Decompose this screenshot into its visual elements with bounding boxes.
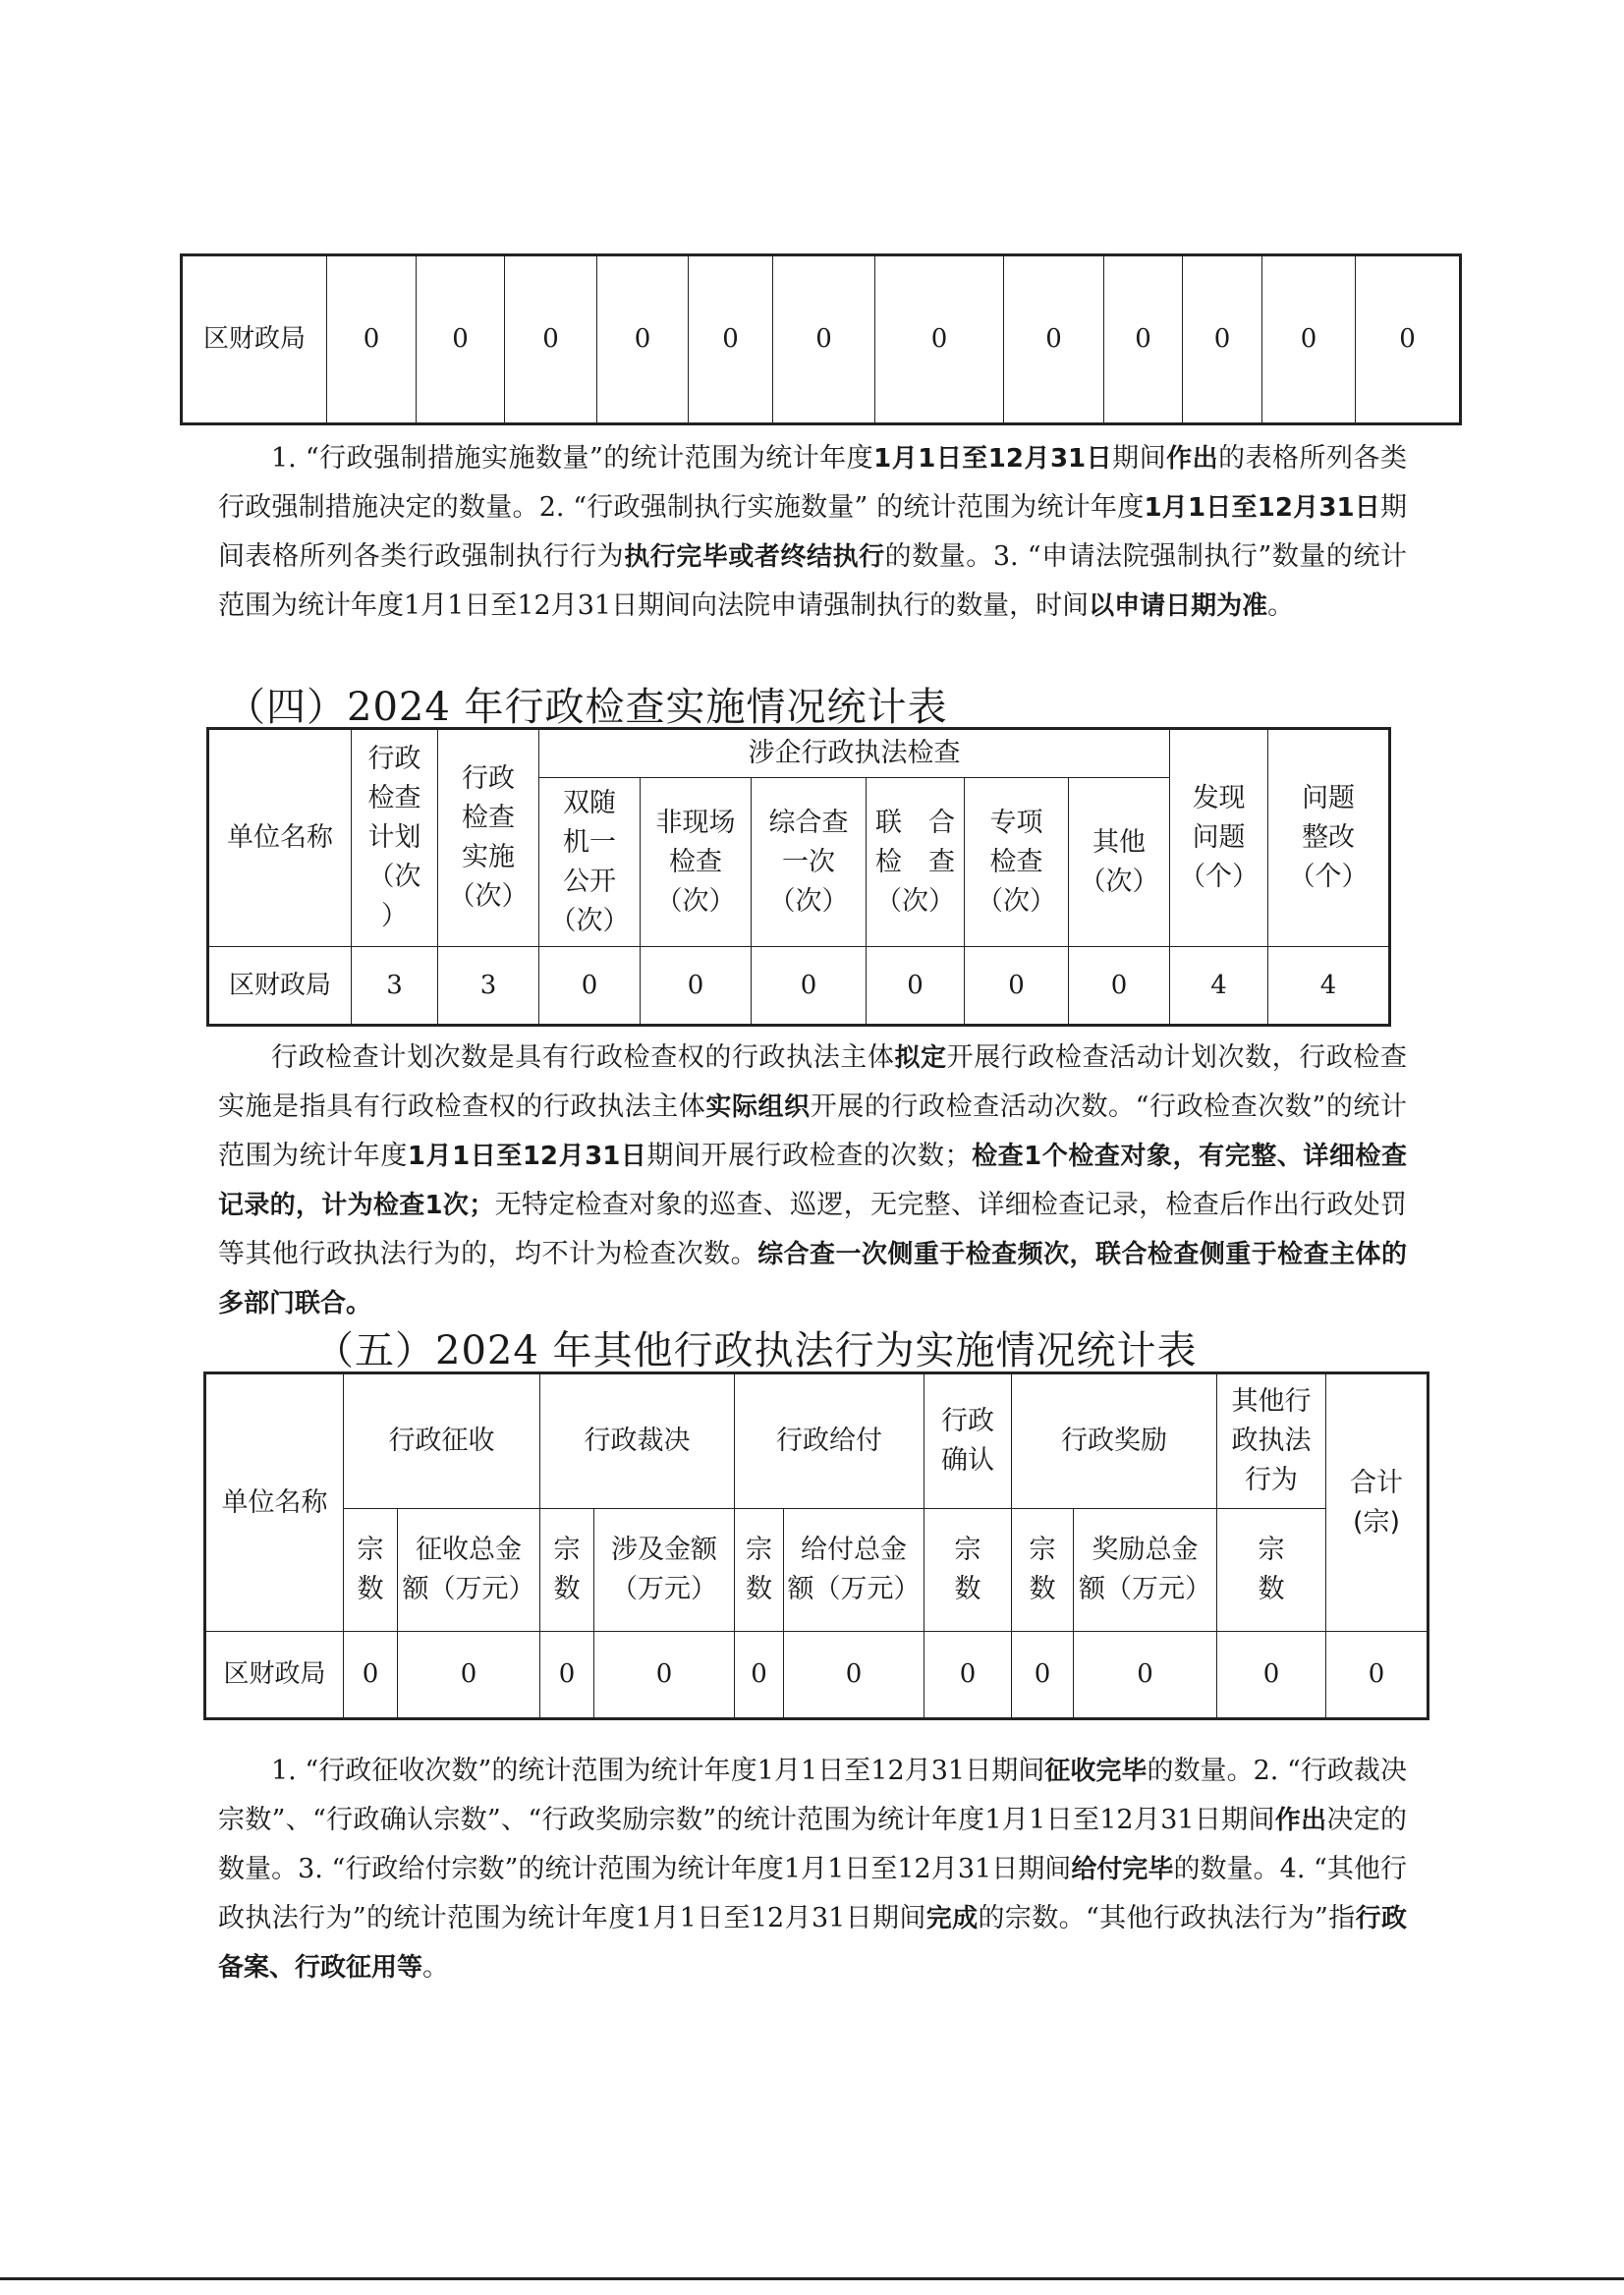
note-paragraph-1: 1. “行政强制措施实施数量”的统计范围为统计年度1月1日至12月31日期间作出的表格所列各类行政强制措施决定的数量。2. “行政强制执行实施数量” 的统计范围为统计年度1月1日至12月31日期间表格所列各类行政强制执行行为执行完毕或者终结执行的数量。3. “申请法院强制执行”数量的统计范围为统计年度1月1日至12月31日期间向法院申请强制执行的数量，时间以申请日期为准。 [218,443,1408,621]
value-cell: 4 [1268,947,1390,1026]
value-cell: 0 [784,1632,924,1719]
header-offsite-inspection: 非现场 检查 （次） [641,778,752,947]
header-ruling-amount: 涉及金额 （万元） [594,1509,735,1632]
header-count: 宗 数 [344,1509,398,1632]
value-cell: 0 [1217,1632,1326,1719]
section-4-title: （四）2024 年行政检查实施情况统计表 [226,685,948,730]
header-count: 宗 数 [540,1509,594,1632]
header-reward-amount: 奖励总金 额（万元） [1074,1509,1217,1632]
table-row [205,1373,1428,1509]
value-cell: 0 [1069,947,1170,1026]
header-unit-name: 单位名称 [205,1373,344,1632]
table-row [205,1509,1428,1632]
top-table [180,253,1462,425]
value-cell: 0 [875,255,1004,424]
header-other-actions: 其他行 政执法 行为 [1217,1373,1326,1509]
unit-name-cell: 区财政局 [208,947,352,1026]
header-fixed-issues: 问题 整改 （个） [1268,729,1390,947]
header-ruling: 行政裁决 [540,1373,735,1509]
header-special-inspection: 专项 检查 （次） [965,778,1069,947]
header-count: 宗 数 [1012,1509,1074,1632]
value-cell: 0 [735,1632,784,1719]
header-levy: 行政征收 [344,1373,540,1509]
value-cell: 0 [1183,255,1262,424]
value-cell: 0 [1356,255,1461,424]
header-payment-amount: 给付总金 额（万元） [784,1509,924,1632]
value-cell: 3 [352,947,438,1026]
header-unit-name: 单位名称 [208,729,352,947]
header-combined-inspection: 综合查 一次 （次） [752,778,867,947]
header-plan: 行政 检查 计划 （次 ） [352,729,438,947]
value-cell: 0 [417,255,505,424]
note-paragraph-2: 行政检查计划次数是具有行政检查权的行政执法主体拟定开展行政检查活动计划次数，行政检查实施是指具有行政检查权的行政执法主体实际组织开展的行政检查活动次数。“行政检查次数”的统计范围为统计年度1月1日至12月31日期间开展行政检查的次数；检查1个检查对象，有完整、详细检查记录的，计为检查1次；无特定检查对象的巡查、巡逻，无完整、详细检查记录，检查后作出行政处罚等其他行政执法行为的，均不计为检查次数。综合查一次侧重于检查频次，联合检查侧重于检查主体的多部门联合。 [218,1042,1408,1318]
value-cell: 0 [398,1632,540,1719]
header-levy-amount: 征收总金 额（万元） [398,1509,540,1632]
value-cell: 0 [344,1632,398,1719]
value-cell: 0 [1074,1632,1217,1719]
value-cell: 0 [1004,255,1104,424]
value-cell: 3 [438,947,539,1026]
page-bottom-edge [0,2277,1624,2280]
header-reward: 行政奖励 [1012,1373,1217,1509]
header-random-inspection: 双随 机一 公开 （次） [539,778,641,947]
value-cell: 0 [1262,255,1356,424]
header-other-inspection: 其他 （次） [1069,778,1170,947]
header-confirm: 行政 确认 [924,1373,1012,1509]
header-payment: 行政给付 [735,1373,924,1509]
inspection-table [206,727,1391,1027]
unit-name-cell: 区财政局 [182,255,327,424]
table-row [208,729,1390,778]
header-total: 合计 (宗) [1326,1373,1428,1632]
value-cell: 0 [505,255,597,424]
value-cell: 0 [1012,1632,1074,1719]
value-cell: 0 [689,255,773,424]
header-joint-inspection: 联 合 检 查 （次） [867,778,965,947]
value-cell: 0 [594,1632,735,1719]
unit-name-cell: 区财政局 [205,1632,344,1719]
table-row [208,947,1390,1026]
value-cell: 4 [1170,947,1268,1026]
value-cell: 0 [1326,1632,1428,1719]
header-found-issues: 发现 问题 （个） [1170,729,1268,947]
table-row [182,255,1461,424]
section-5-title: （五）2024 年其他行政执法行为实施情况统计表 [314,1328,1198,1373]
other-enforcement-table [203,1371,1429,1720]
value-cell: 0 [597,255,689,424]
header-count: 宗 数 [924,1509,1012,1632]
value-cell: 0 [327,255,417,424]
value-cell: 0 [540,1632,594,1719]
table-row [205,1632,1428,1719]
value-cell: 0 [773,255,875,424]
note-paragraph-3: 1. “行政征收次数”的统计范围为统计年度1月1日至12月31日期间征收完毕的数量。2. “行政裁决宗数”、“行政确认宗数”、“行政奖励宗数”的统计范围为统计年度1月1日至12月31日期间作出决定的数量。3. “行政给付宗数”的统计范围为统计年度1月1日至12月31日期间给付完毕的数量。4. “其他行政执法行为”的统计范围为统计年度1月1日至12月31日期间完成的宗数。“其他行政执法行为”指行政备案、行政征用等。 [218,1756,1407,1983]
header-enterprise-inspection: 涉企行政执法检查 [539,729,1170,778]
header-implement: 行政 检查 实施 （次） [438,729,539,947]
header-count: 宗 数 [1217,1509,1326,1632]
value-cell: 0 [752,947,867,1026]
value-cell: 0 [924,1632,1012,1719]
value-cell: 0 [1104,255,1183,424]
value-cell: 0 [641,947,752,1026]
value-cell: 0 [867,947,965,1026]
value-cell: 0 [965,947,1069,1026]
value-cell: 0 [539,947,641,1026]
header-count: 宗 数 [735,1509,784,1632]
